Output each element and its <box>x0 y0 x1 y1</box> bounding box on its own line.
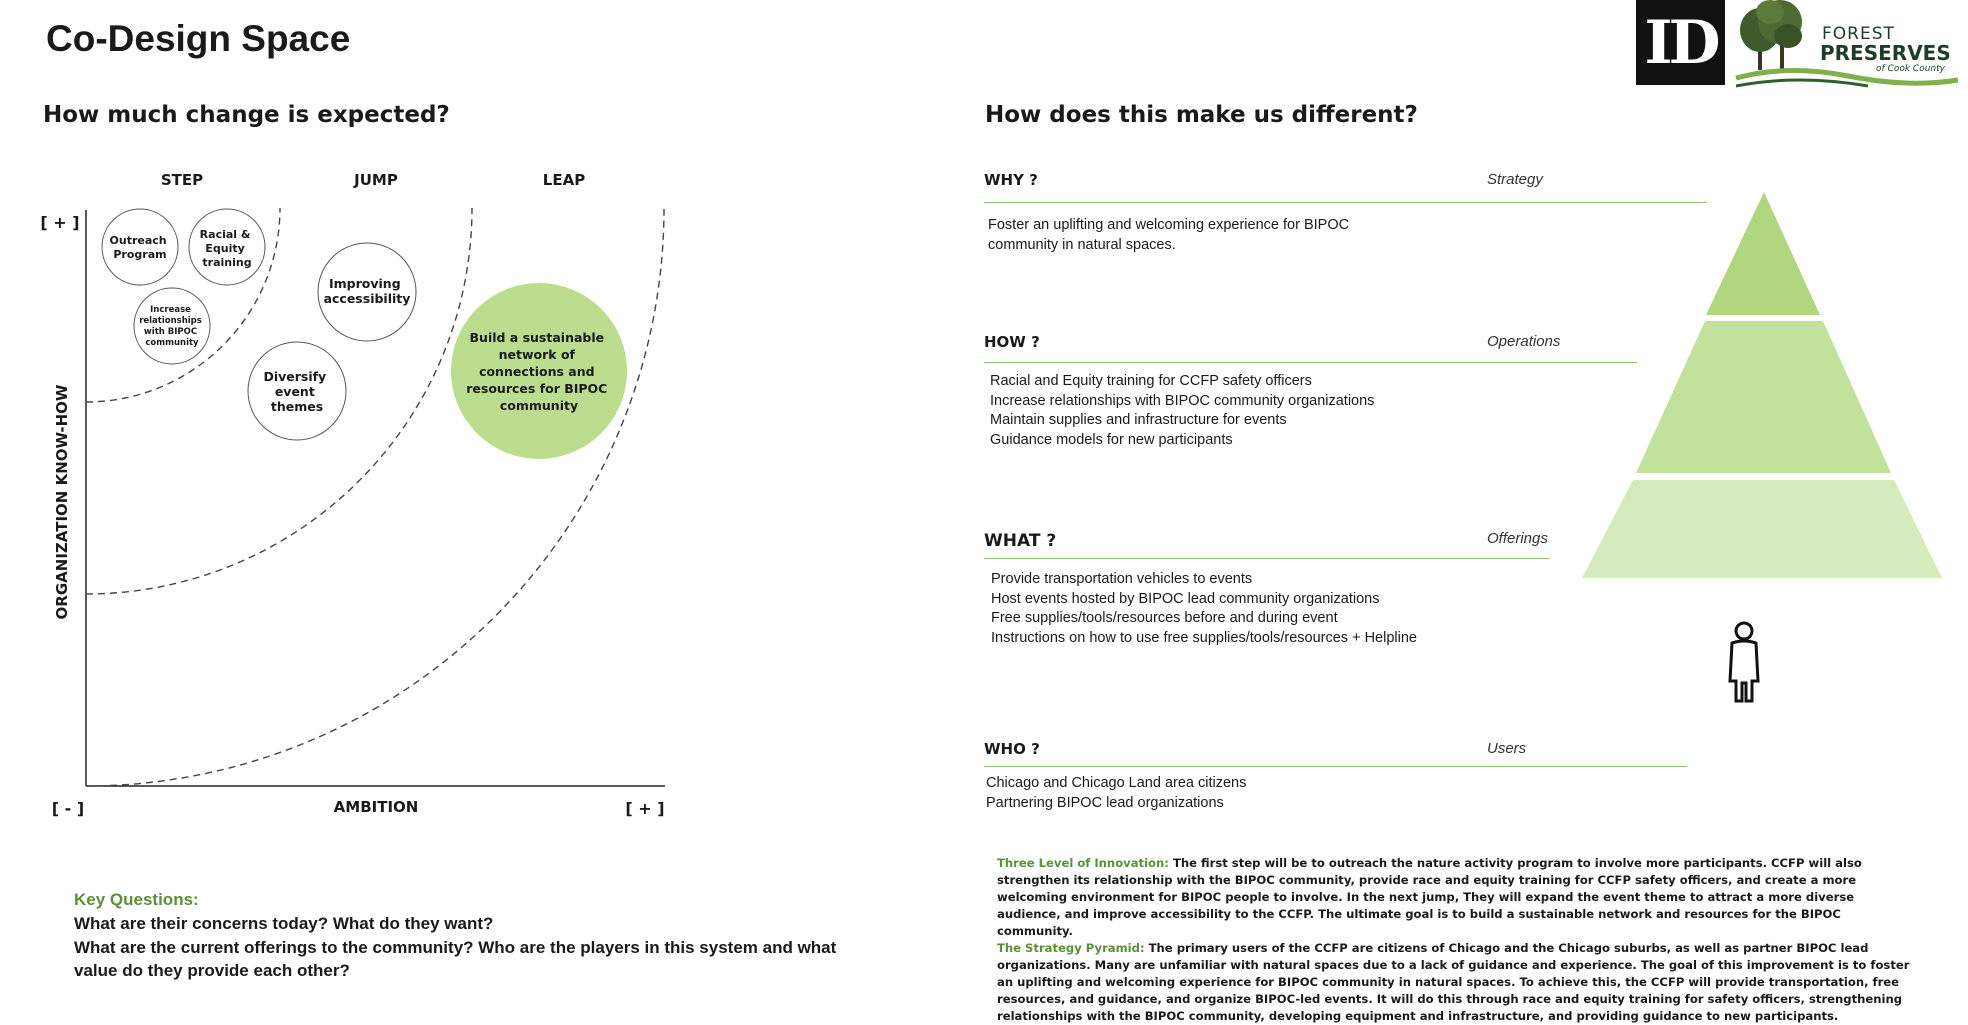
id-logo-text: ID <box>1644 7 1717 78</box>
change-diagram <box>0 0 760 830</box>
how-divider <box>984 362 1637 363</box>
bubble-text: Improving <box>328 276 401 291</box>
who-divider <box>984 766 1687 767</box>
y-axis-label: ORGANIZATION KNOW-HOW <box>53 384 71 620</box>
bubble-text: connections and <box>479 364 595 379</box>
x-minus-label: [ - ] <box>51 799 85 818</box>
bubble-diversify-event-themes <box>248 342 346 440</box>
bubble-text: with BIPOC <box>143 327 198 337</box>
bubble-text: Increase <box>150 305 191 315</box>
bubble-text: Program <box>113 248 167 261</box>
bubble-text: Racial & <box>199 228 251 241</box>
id-logo <box>1636 0 1725 85</box>
what-item: Instructions on how to use free supplies/tools/resources + Helpline <box>991 629 1417 646</box>
who-item: Chicago and Chicago Land area citizens <box>986 775 1247 791</box>
three-level-text: The first step will be to outreach the nature activity program to involve more participants. CCFP will also strengthen its relationship with the BIPOC community, provide race and equity training for CCFP safety officers, and create a more welcoming environment for BIPOC people to involve. In the next jump, They will expand the event theme to attract a more diverse audience, and improve accessibility to the CCFP. The ultimate goal is to build a sustainable network and resources for the BIPOC community. <box>997 856 1862 938</box>
strategy-pyramid-note <box>997 940 1917 1025</box>
bubble-text: accessibility <box>323 291 411 306</box>
logo-word-forest: FOREST <box>1822 24 1895 44</box>
how-item: Maintain supplies and infrastructure for events <box>990 412 1287 428</box>
how-item: Guidance models for new participants <box>990 431 1233 448</box>
what-label: WHAT ? <box>984 531 1057 551</box>
three-level-note <box>997 855 1917 940</box>
key-question-2: What are the current offerings to the community? Who are the players in this system and what value do they provide each other? <box>74 937 837 980</box>
pyramid-tier-operations <box>1636 321 1891 473</box>
strategy-pyramid-lead: The Strategy Pyramid: <box>997 941 1145 955</box>
what-item: Host events hosted by BIPOC lead community organizations <box>991 590 1380 607</box>
what-item: Free supplies/tools/resources before and during event <box>991 610 1338 626</box>
bubble-text: training <box>202 256 252 269</box>
bubble-text: Outreach <box>109 234 167 247</box>
page-title: Co-Design Space <box>46 18 351 59</box>
logo-word-preserves: PRESERVES <box>1820 41 1951 65</box>
key-questions-label: Key Questions: <box>74 890 199 909</box>
bubble-text: Build a sustainable <box>469 330 605 345</box>
column-leap: LEAP <box>542 171 586 189</box>
bubble-text: network of <box>498 347 575 362</box>
column-step: STEP <box>160 171 204 189</box>
how-item: Racial and Equity training for CCFP safety officers <box>990 373 1312 389</box>
why-body <box>988 216 1349 255</box>
svg-text:Outreach Program <box>110 234 171 261</box>
why-label: WHY ? <box>984 171 1038 189</box>
what-item: Provide transportation vehicles to events <box>991 571 1253 587</box>
how-label: HOW ? <box>984 333 1040 351</box>
bubble-text: community <box>499 398 579 413</box>
logo-word-county: of Cook County <box>1876 64 1945 74</box>
bubble-text: event <box>274 384 315 399</box>
bubble-sustainable-network <box>451 283 627 459</box>
why-item: community in natural spaces. <box>988 236 1176 253</box>
svg-text:Improving accessibility <box>324 276 411 306</box>
bubble-text: Equity <box>205 242 245 255</box>
bubble-increase-relationships <box>134 288 210 364</box>
what-divider <box>984 558 1549 559</box>
why-item: Foster an uplifting and welcoming experience for BIPOC <box>988 217 1350 233</box>
strategy-pyramid-text: The primary users of the CCFP are citizens of Chicago and the Chicago suburbs, as well as partner BIPOC lead organizations. Many are unfamiliar with natural spaces due to a lack of guidance and experience. The goal of this improvement is to foster an uplifting and welcoming experience for BIPOC community in natural spaces. To achieve this, the CCFP will provide transportation, free resources, and guidance, and organize BIPOC-led events. It will do this through race and equity training for safety officers, strengthening relationships with the BIPOC community, developing equipment and infrastructure, and providing guidance to new participants. <box>997 941 1910 1023</box>
x-plus-label: [ + ] <box>625 799 665 818</box>
forest-preserves-logo <box>1728 0 1964 100</box>
what-type: Offerings <box>1487 530 1548 547</box>
strategy-pyramid <box>1560 185 1960 715</box>
key-question-1: What are their concerns today? What do they want? <box>74 914 494 933</box>
how-type: Operations <box>1487 333 1561 350</box>
bubble-improving-accessibility <box>318 243 416 341</box>
x-axis-label: AMBITION <box>333 798 419 816</box>
key-questions-text <box>74 912 854 983</box>
why-type: Strategy <box>1487 171 1543 188</box>
what-body <box>991 570 1417 648</box>
bubble-text: resources for BIPOC <box>466 381 608 396</box>
bubble-racial-equity-training <box>189 209 265 285</box>
bubble-outreach-program <box>102 209 178 285</box>
who-body <box>986 774 1246 813</box>
pyramid-tier-offerings <box>1582 480 1942 578</box>
how-body <box>990 372 1374 450</box>
bubble-text: Diversify <box>263 369 327 384</box>
how-item: Increase relationships with BIPOC community organizations <box>990 392 1375 409</box>
bubble-text: community <box>145 338 199 348</box>
bubble-text: themes <box>270 399 324 414</box>
change-heading: How much change is expected? <box>43 102 450 128</box>
svg-text:Racial & Equity tr <box>200 228 255 269</box>
y-plus-label: [ + ] <box>40 213 80 232</box>
column-jump: JUMP <box>354 171 398 189</box>
difference-heading: How does this make us different? <box>985 102 1418 128</box>
who-type: Users <box>1487 740 1527 757</box>
who-item: Partnering BIPOC lead organizations <box>986 794 1224 811</box>
person-icon <box>1730 623 1758 701</box>
three-level-lead: Three Level of Innovation: <box>997 856 1169 870</box>
pyramid-tier-strategy <box>1706 192 1820 315</box>
who-label: WHO ? <box>984 740 1040 758</box>
bubble-text: relationships <box>139 316 202 326</box>
